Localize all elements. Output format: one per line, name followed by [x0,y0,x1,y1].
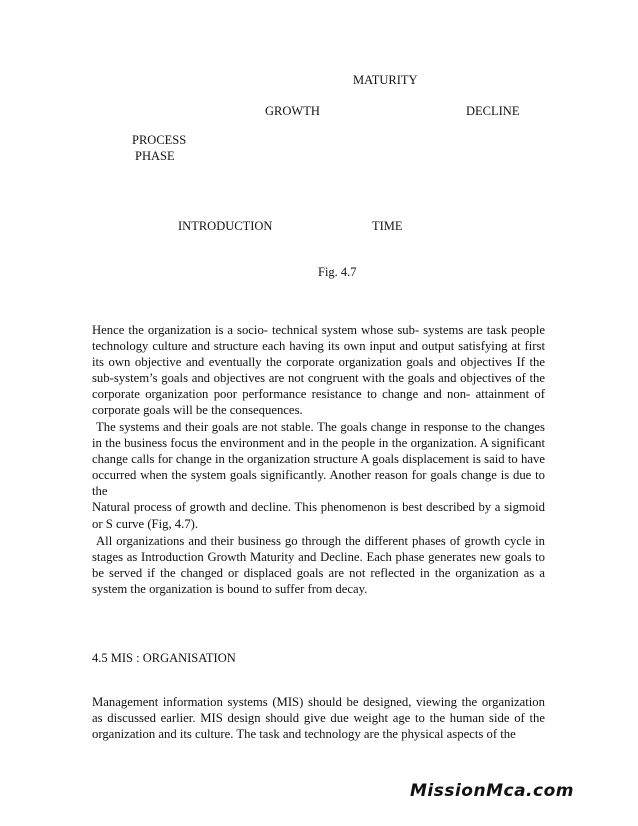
missionmca-logo-text: MissionMca.com [410,781,574,801]
missionmca-logo [408,774,574,804]
body-paragraph-1: Hence the organization is a socio- technical system whose sub- systems are task people technology culture and structure each having its own input and output satisfying at first its own objective and eventually the corporate organization goals and objectives If the sub-system’s goals and objectives are not congruent with the goals and objectives of the corporate organization poor performance resistance to change and non- attainment of corporate goals will be the consequences. [92,323,545,418]
figure-caption: Fig. 4.7 [318,265,357,279]
figure-label-growth: GROWTH [265,104,320,118]
figure-label-process: PROCESS [132,133,187,147]
figure-label-maturity: MATURITY [353,73,418,87]
figure-label-decline: DECLINE [466,104,520,118]
figure-label-time: TIME [372,219,403,233]
section-heading: 4.5 MIS : ORGANISATION [92,651,236,665]
body-paragraph-4: Management information systems (MIS) should be designed, viewing the organization as discussed earlier. MIS design should give due weight age to the human side of the organization and its culture. The task and technology are the physical aspects of the [92,695,545,742]
body-paragraph-2 [92,419,545,532]
body-paragraph-2-part-2: Natural process of growth and decline. This phenomenon is best described by a sigmoid or S curve (Fig, 4.7). [92,500,545,531]
body-paragraph-3: All organizations and their business go through the different phases of growth cycle in stages as Introduction Growth Maturity and Decline. Each phase generates new goals to be served if the changed or displaced goals are not reflected in the organization as a system the organization is bound to suffer from decay. [92,534,545,597]
figure-label-phase: PHASE [135,149,175,163]
figure-label-introduction: INTRODUCTION [178,219,273,233]
body-paragraph-2-part-1: The systems and their goals are not stable. The goals change in response to the changes in the business focus the environment and in the people in the organization. A significant change calls for change in the organization structure A goals displacement is said to have occurred when the system goals significantly. Another reason for goals change is due to the [92,420,545,499]
